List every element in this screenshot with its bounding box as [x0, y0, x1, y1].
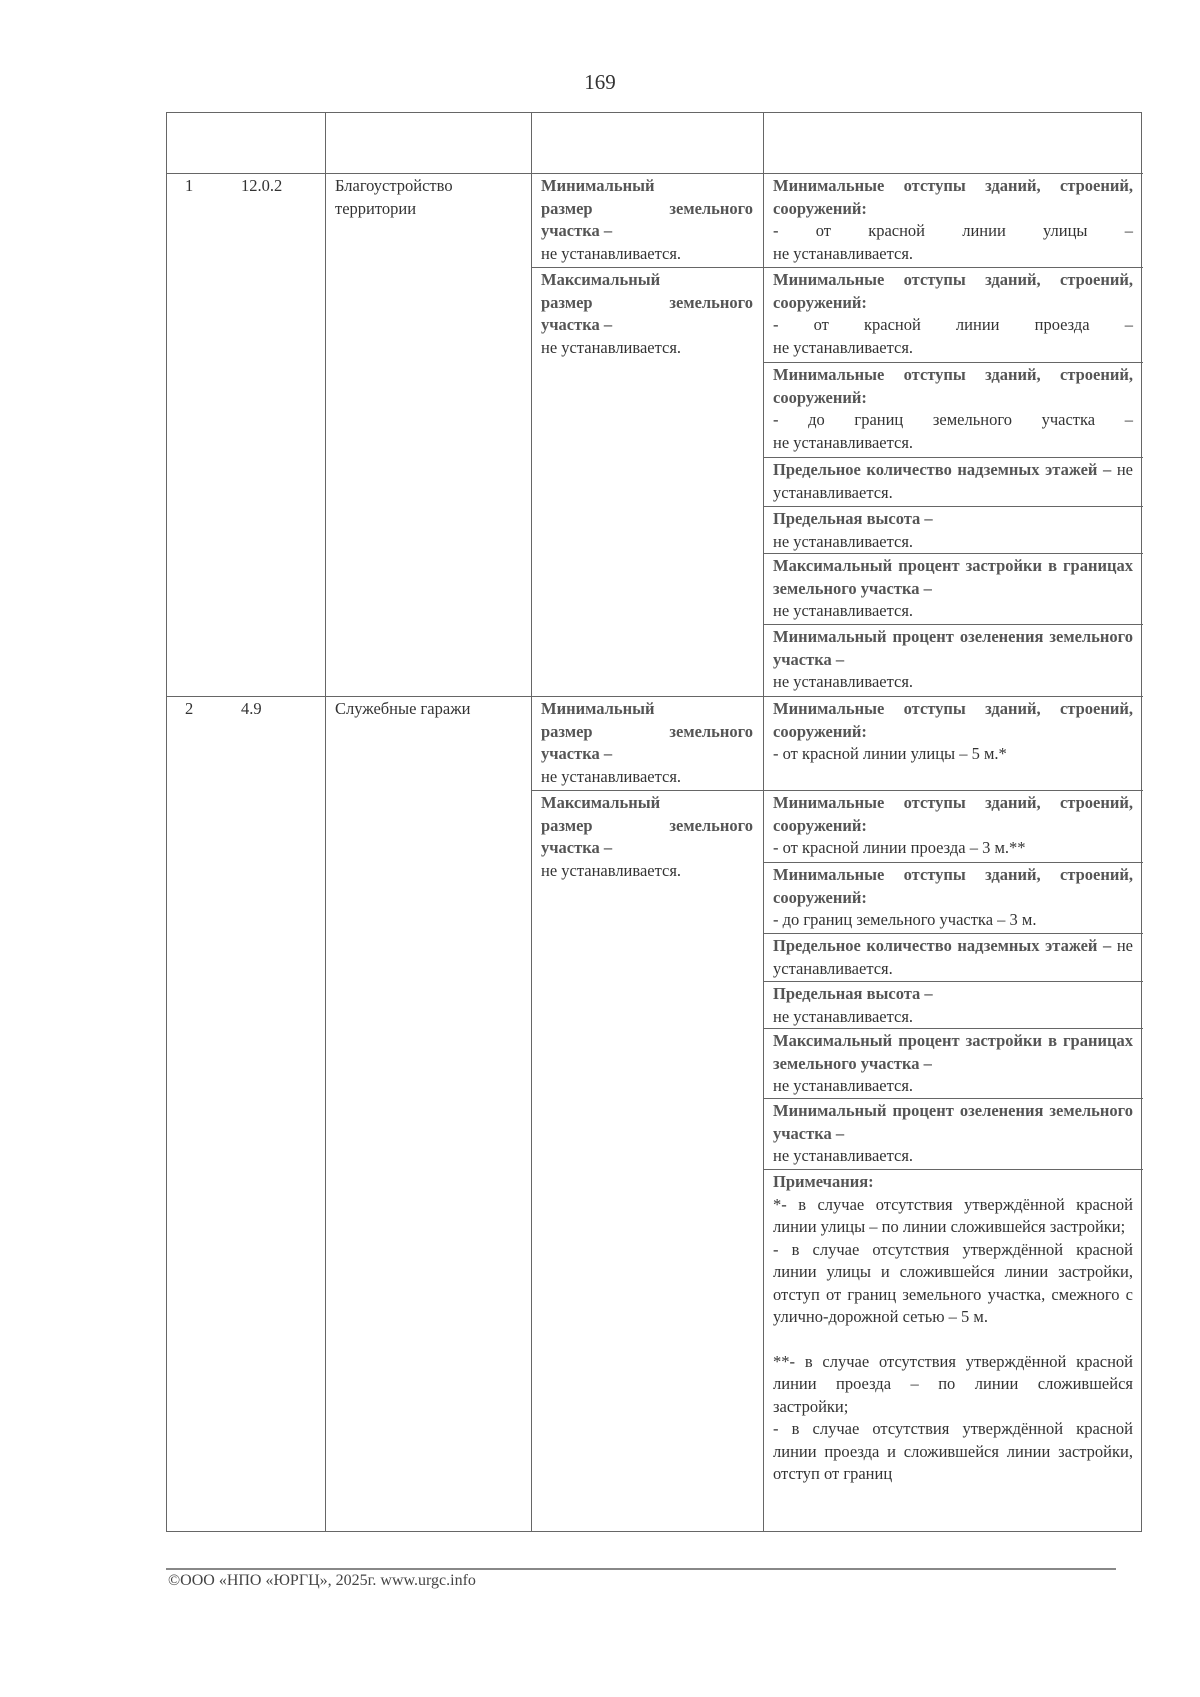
row-1-param-setback-passage: Минимальные отступы зданий, строений, сооружений: - от красной линии проезда – не устанавливается. — [773, 270, 1133, 357]
row-1-param-setback-street: Минимальные отступы зданий, строений, сооружений: - от красной линии улицы – не устанавливается. — [773, 176, 1133, 263]
row-2-code: 4.9 — [241, 699, 262, 718]
row-1-param-green-percent: Минимальный процент озеленения земельного участка – не устанавливается. — [773, 627, 1133, 691]
page-number: 169 — [584, 70, 616, 94]
row-1-code: 12.0.2 — [241, 176, 283, 195]
row-2-param-build-percent: Максимальный процент застройки в границах земельного участка – не устанавливается. — [773, 1031, 1133, 1095]
row-1-param-height: Предельная высота – не устанавливается. — [773, 509, 933, 551]
row-2-min-size: Минимальный размер земельного участка – не устанавливается. — [541, 699, 753, 786]
zoning-regulations-table — [166, 112, 1142, 1532]
row-1-max-size: Максимальный размер земельного участка – не устанавливается. — [541, 270, 753, 357]
row-1-min-size: Минимальный размер земельного участка – не устанавливается. — [541, 176, 753, 263]
row-2-param-setback-street: Минимальные отступы зданий, строений, сооружений: - от красной линии улицы – 5 м.* — [773, 699, 1133, 763]
row-1-param-setback-boundary: Минимальные отступы зданий, строений, сооружений: - до границ земельного участка – не устанавливается. — [773, 365, 1133, 452]
row-2-param-setback-passage: Минимальные отступы зданий, строений, сооружений: - от красной линии проезда – 3 м.** — [773, 793, 1133, 857]
row-2-index: 2 — [185, 699, 194, 718]
footer-divider — [166, 1568, 1116, 1570]
row-2-max-size: Максимальный размер земельного участка – не устанавливается. — [541, 793, 753, 880]
row-2-name: Служебные гаражи — [335, 699, 471, 718]
row-1-index: 1 — [185, 176, 194, 195]
row-2-param-green-percent: Минимальный процент озеленения земельного участка – не устанавливается. — [773, 1101, 1133, 1165]
row-2-param-setback-boundary: Минимальные отступы зданий, строений, сооружений: - до границ земельного участка – 3 м. — [773, 865, 1133, 929]
row-2-param-height: Предельная высота – не устанавливается. — [773, 984, 933, 1026]
row-2-param-floors: Предельное количество надземных этажей – не устанавливается. — [773, 936, 1133, 978]
row-2-notes: Примечания: *- в случае отсутствия утверждённой красной линии улицы – по линии сложившейся застройки; - в случае отсутствия утверждённой красной линии улицы и сложившейся линии застройки, отступ от границ земельного участка, смежного с улично-дорожной сетью – 5 м. **- в случае отсутствия утверждённой красной линии проезда – по линии сложившейся застройки; - в случае отсутствия утверждённой красной линии проезда и сложившейся линии застройки, отступ от границ — [773, 1172, 1133, 1483]
row-1-param-build-percent: Максимальный процент застройки в границах земельного участка – не устанавливается. — [773, 556, 1133, 620]
row-1-name: Благоустройство территории — [335, 176, 453, 218]
row-1-param-floors: Предельное количество надземных этажей – не устанавливается. — [773, 460, 1133, 502]
footer-copyright: ©ООО «НПО «ЮРГЦ», 2025г. www.urgc.info — [168, 1572, 476, 1589]
